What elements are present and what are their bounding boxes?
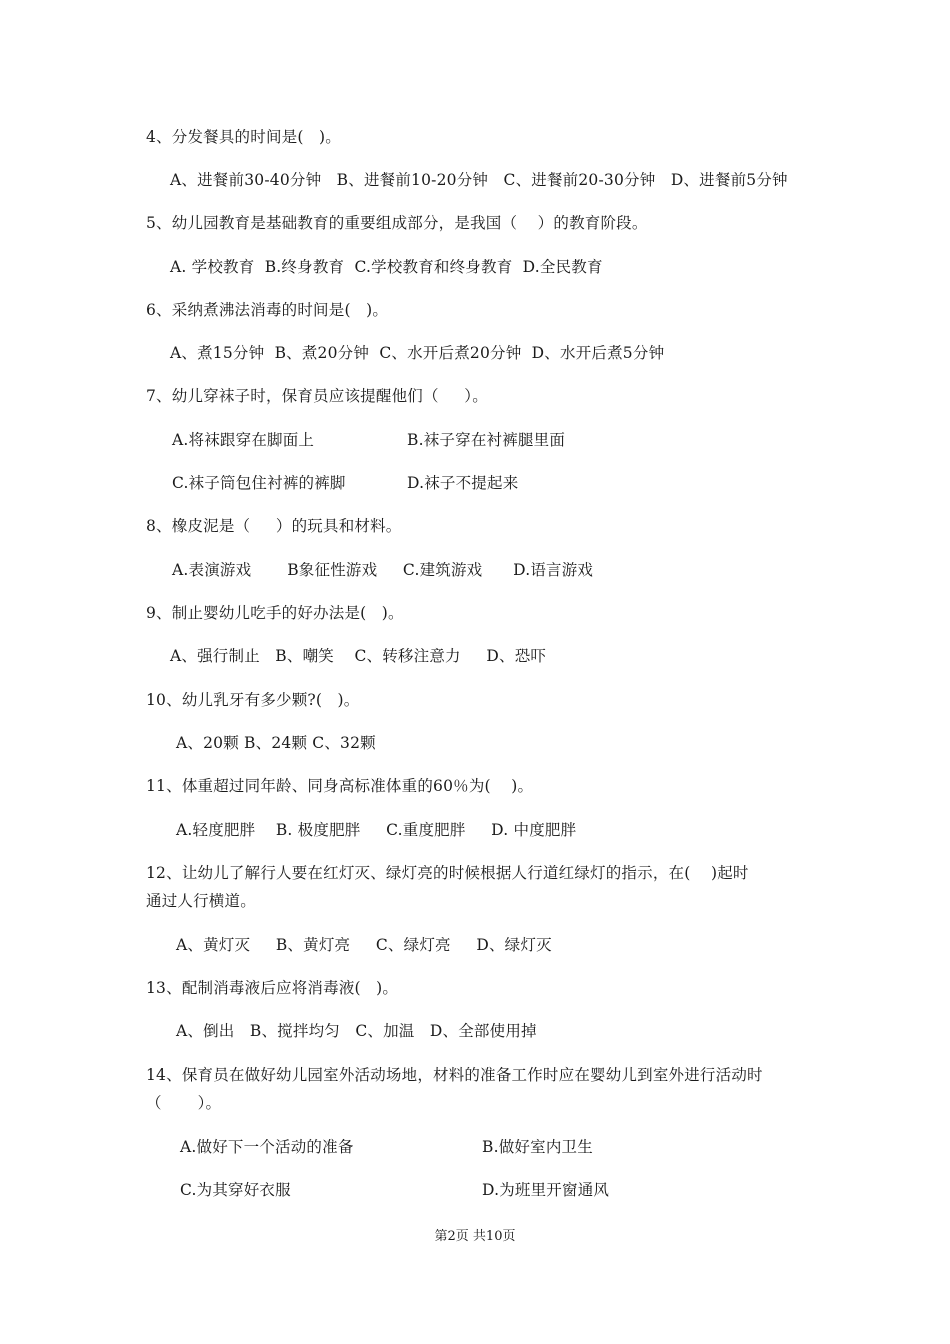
question-5-options: A. 学校教育 B.终身教育 C.学校教育和终身教育 D.全民教育 [170, 258, 603, 276]
question-7-option-c: C.袜子筒包住衬裤的裤脚 [172, 474, 346, 492]
question-10-options: A、20颗 B、24颗 C、32颗 [176, 734, 376, 752]
question-8-options: A.表演游戏 B象征性游戏 C.建筑游戏 D.语言游戏 [172, 561, 594, 579]
question-9: 9、制止婴幼儿吃手的好办法是( )。 [146, 604, 404, 622]
question-13-options: A、倒出 B、搅拌均匀 C、加温 D、全部使用掉 [176, 1022, 537, 1040]
question-12-options: A、黄灯灭 B、黄灯亮 C、绿灯亮 D、绿灯灭 [176, 936, 552, 954]
question-7-option-a: A.将袜跟穿在脚面上 [172, 431, 315, 449]
question-5: 5、幼儿园教育是基础教育的重要组成部分，是我国（ ）的教育阶段。 [146, 214, 648, 232]
question-14-option-b: B.做好室内卫生 [482, 1138, 593, 1156]
question-8: 8、橡皮泥是（ ）的玩具和材料。 [146, 517, 402, 535]
question-12-line-2: 通过人行横道。 [146, 892, 256, 910]
page-number-footer: 第2页 共10页 [434, 1229, 516, 1244]
question-14-option-a: A.做好下一个活动的准备 [180, 1138, 354, 1156]
question-13: 13、配制消毒液后应将消毒液( )。 [146, 979, 399, 997]
question-14-line-1: 14、保育员在做好幼儿园室外活动场地，材料的准备工作时应在婴幼儿到室外进行活动时 [146, 1066, 763, 1084]
question-7-option-b: B.袜子穿在衬裤腿里面 [407, 431, 566, 449]
question-6-options: A、煮15分钟 B、煮20分钟 C、水开后煮20分钟 D、水开后煮5分钟 [170, 344, 665, 362]
question-12-line-1: 12、让幼儿了解行人要在红灯灭、绿灯亮的时候根据人行道红绿灯的指示，在( )起时 [146, 864, 749, 882]
question-6: 6、采纳煮沸法消毒的时间是( )。 [146, 301, 389, 319]
question-11: 11、体重超过同年龄、同身高标准体重的60％为( )。 [146, 777, 534, 795]
question-7-option-d: D.袜子不提起来 [407, 474, 519, 492]
question-7: 7、幼儿穿袜子时，保育员应该提醒他们（ ）。 [146, 387, 488, 405]
question-14-line-2: （ ）。 [146, 1094, 222, 1112]
question-14-option-d: D.为班里开窗通风 [482, 1181, 610, 1199]
question-4: 4、分发餐具的时间是( )。 [146, 128, 341, 146]
question-11-options: A.轻度肥胖 B. 极度肥胖 C.重度肥胖 D. 中度肥胖 [176, 821, 577, 839]
question-9-options: A、强行制止 B、嘲笑 C、转移注意力 D、恐吓 [170, 647, 547, 665]
question-4-options: A、进餐前30-40分钟 B、进餐前10-20分钟 C、进餐前20-30分钟 D、进餐前5分钟 [170, 171, 788, 189]
question-14-option-c: C.为其穿好衣服 [180, 1181, 291, 1199]
question-10: 10、幼儿乳牙有多少颗?( )。 [146, 691, 360, 709]
